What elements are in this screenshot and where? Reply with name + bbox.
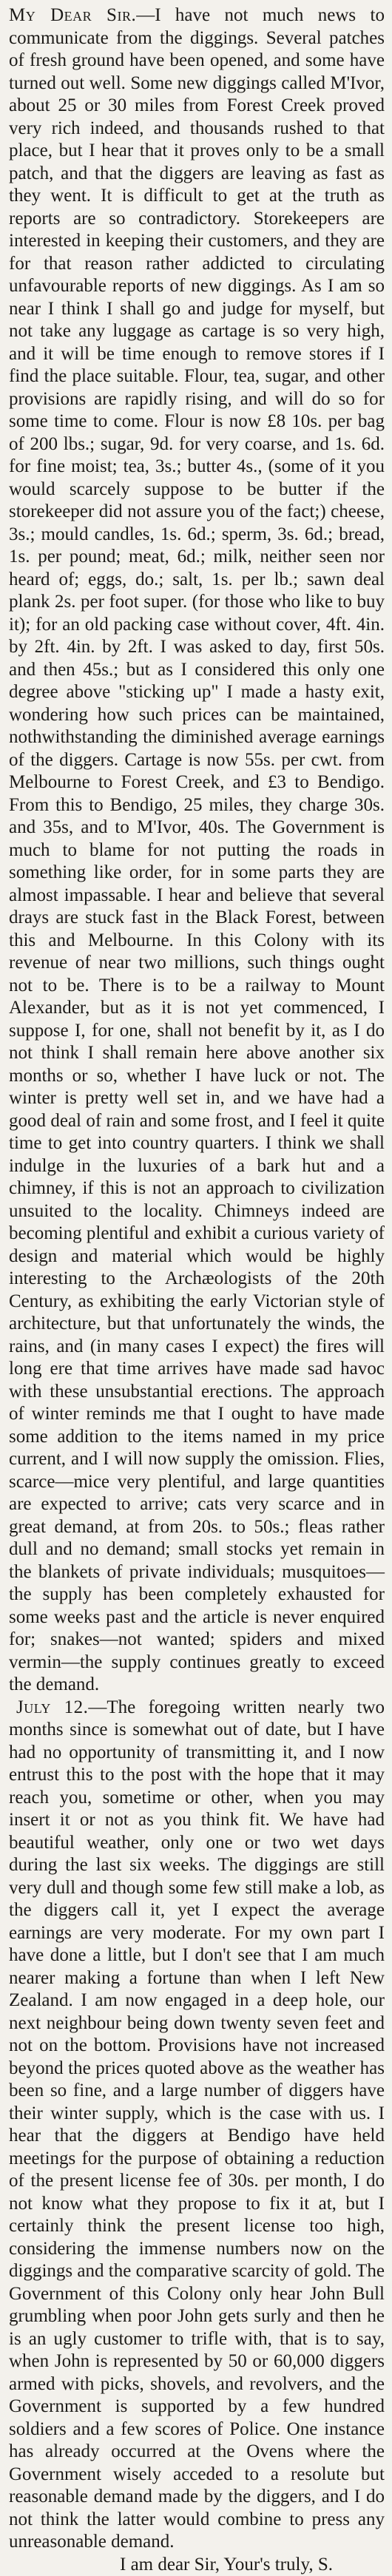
letter-intro-text: —I have not much news to communicate from the diggings. Several patches of fresh ground have been opened, and some have turned out well. Some new diggings called M'Ivor, about 25 or 30 miles from Forest Creek proved very rich indeed, and thousands rushed to that place, but I hear that it proves only to be a small patch, and that the diggers are leaving as fast as they went. It is difficult to get at the truth as reports are so contradictory. Storekeepers are interested in keeping their customers, and they are for that reason rather addicted to circulating unfavourable reports of new diggings. As I am so near I think I shall go and judge for myself, but not take any luggage as cartage is so very high, and it will be time enough to remove stores if I find the place suitable. Flour, tea, sugar, and other provisions are rapidly rising, and will do so for some time to come. Flour is now £8 10s. per bag of 200 lbs.; sugar, 9d. for very coarse, and 1s. 6d. for fine moist; tea, 3s.; butter 4s., (some of it you would scarcely suppose to be butter if the storekeeper did not assure you of the fact;) cheese, 3s.; mould candles, 1s. 6d.; sperm, 3s. 6d.; bread, 1s. per pound; meat, 6d.; milk, neither seen nor heard of; eggs, do.; salt, 1s. per lb.; sawn deal plank 2s. per foot super. (for those who like to buy it); for an old packing case without cover, 4ft. 4in. by 2ft. 4in. by 2ft. I was asked to day, first 50s. and then 45s.; but as I considered this only one degree above "sticking up" I made a hasty exit, wondering how such prices can be maintained, nothwithstanding the diminished average earnings of the diggers. Cartage is now 55s. per cwt. from Melbourne to Forest Creek, and £3 to Bendigo. From this to Bendigo, 25 miles, they charge 30s. and 35s, and to M'Ivor, 40s. The Government is much to blame for not putting the roads in something like order, for in some parts they are almost impassable. I hear and believe that several drays are stuck fast in the Black Forest, between this and Melbourne. In this Colony with its revenue of near two millions, such things ought not to be. There is to be a railway to Mount Alexander, but as it is not yet commenced, I suppose I, for one, shall not benefit by it, as I do not think I shall remain here above another six months or so, whether I have luck or not. The winter is pretty well set in, and we have had a good deal of rain and some frost, and I feel it quite time to get into country quarters. I think we shall indulge in the luxuries of a bark hut and a chimney, if this is not an approach to civilization unsuited to the locality. Chimneys indeed are becoming plentiful and exhibit a curious variety of design and material which would be highly interesting to the Archæologists of the 20th Century, as exhibiting the early Victorian style of architecture, but that unfortunately the winds, the rains, and (in many cases I expect) the fires will long ere that time arrives have made sad havoc with these unsubstantial erections. The approach of winter reminds me that I ought to have made some addition to the items named in my price current, and I will now supply the omission. Flies, scarce—mice very plentiful, and large quantities are expected to arrive; cats very scarce and in great demand, at from 20s. to 50s.; fleas rather dull and no demand; small stocks yet remain in the blankets of private individuals; musquitoes—the supply has been completely exhausted for some weeks past and the article is never enquired for; snakes—not wanted; spiders and mixed vermin—the supply continues greatly to exceed the demand.	[9, 5, 385, 1694]
postscript-date: July 12.	[16, 1697, 88, 1717]
postscript-paragraph	[9, 1697, 385, 2554]
letter-body-paragraph	[9, 4, 385, 1697]
postscript-text: —The foregoing written nearly two months since is somewhat out of date, but I have had no opportunity of transmitting it, and I now entrust this to the post with the hope that it may reach you, sometime or other, when you may insert it or not as you think fit. We have had beautiful weather, only one or two wet days during the last six weeks. The diggings are still very dull and though some few still make a lob, as the diggers call it, yet I expect the average earnings are very moderate. For my own part I have done a little, but I don't see that I am much nearer making a fortune than when I left New Zealand. I am now engaged in a deep hole, our next neighbour being down twenty seven feet and not on the bottom. Provisions have not increased beyond the prices quoted above as the weather has been so fine, and a large number of diggers have their winter supply, which is the case with us. I hear that the diggers at Bendigo have held meetings for the purpose of obtaining a reduction of the present license fee of 30s. per month, I do not know what they propose to fix it at, but I certainly think the present license too high, considering the immense numbers now on the diggings and the comparative scarcity of gold. The Government of this Colony only hear John Bull grumbling when poor John gets surly and then he is an ugly customer to trifle with, that is to say, when John is represented by 50 or 60,000 diggers armed with picks, shovels, and revolvers, and the Government is supported by a few hundred soldiers and a few scores of Police. One instance has already occurred at the Ovens where the Government wisely acceded to a resolute but reasonable demand made by the diggers, and I do not think the latter would combine to press any unreasonable demand.	[9, 1697, 385, 2552]
letter-signoff: I am dear Sir, Your's truly, S.	[9, 2554, 385, 2576]
letter-salutation: My Dear Sir.	[9, 5, 136, 25]
